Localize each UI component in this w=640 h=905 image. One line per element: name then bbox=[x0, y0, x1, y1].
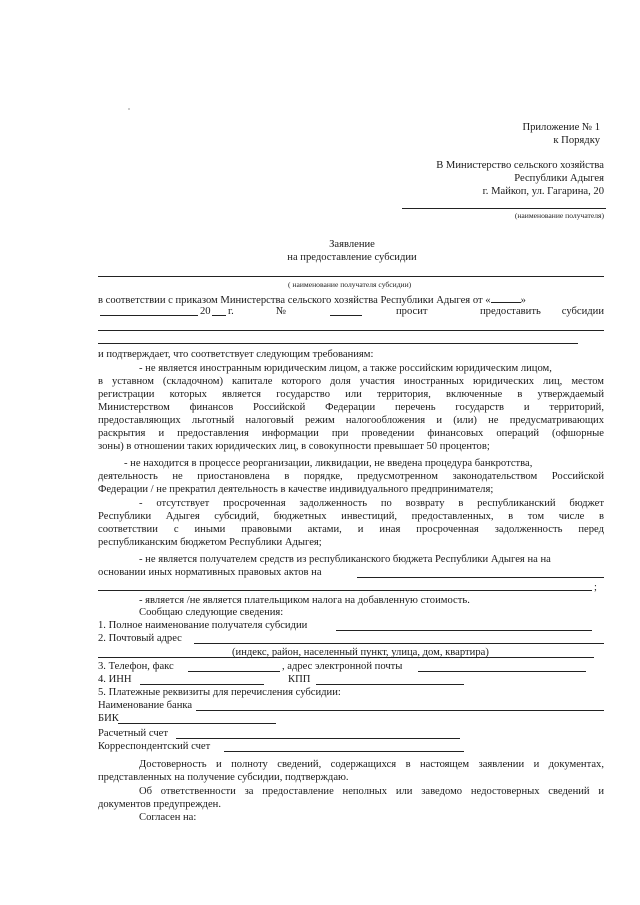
recipient-caption: (наименование получателя) bbox=[514, 211, 604, 220]
order-word-subsidy: субсидии bbox=[561, 306, 604, 317]
requirement-1-line-1: - не является иностранным юридическим лицом, а также российским юридическим лицом, bbox=[139, 363, 552, 374]
other-acts-line-2 bbox=[98, 590, 592, 591]
addressee-line-2: Республики Адыгея bbox=[514, 173, 604, 184]
kpp-line bbox=[316, 684, 464, 685]
liability-line-2: документов предупрежден. bbox=[98, 799, 221, 810]
inn-line bbox=[140, 684, 264, 685]
order-date-blank bbox=[100, 305, 198, 316]
addressee-line-3: г. Майкоп, ул. Гагарина, 20 bbox=[482, 186, 604, 197]
vat-status: - является /не является плательщиком налога на добавленную стоимость. bbox=[139, 595, 470, 606]
inform-heading: Сообщаю следующие сведения: bbox=[139, 607, 284, 618]
subsidy-purpose-line-1 bbox=[98, 330, 604, 331]
liability-line-1: Об ответственности за предоставление неполных или заведомо недостоверных сведений и bbox=[139, 786, 604, 797]
bank-line bbox=[196, 710, 604, 711]
subsidy-recipient-caption: ( наименование получателя субсидии) bbox=[288, 280, 412, 289]
other-acts-line bbox=[357, 577, 604, 578]
accuracy-line-2: представленных на получение субсидии, подтверждаю. bbox=[98, 772, 349, 783]
requirement-3-line-1: - отсутствует просроченная задолженность по возврату в республиканский бюджет bbox=[139, 498, 604, 509]
order-year-blank bbox=[212, 305, 226, 316]
scan-speck bbox=[128, 108, 130, 110]
postal-hint: (индекс, район, населенный пункт, улица, дом, квартира) bbox=[232, 647, 489, 658]
addressee-line-1: В Министерство сельского хозяйства bbox=[436, 160, 604, 171]
agreed-label: Согласен на: bbox=[139, 812, 197, 823]
subsidy-recipient-line bbox=[98, 276, 604, 277]
other-acts-semicolon: ; bbox=[594, 582, 597, 593]
full-name-line bbox=[336, 630, 592, 631]
appendix-line-2: к Порядку bbox=[553, 135, 600, 146]
bank-label: Наименование банка bbox=[98, 700, 193, 711]
postal-label: 2. Почтовый адрес bbox=[98, 633, 182, 644]
email-label: , адрес электронной почты bbox=[282, 661, 403, 672]
title-line-2: на предоставление субсидии bbox=[287, 252, 417, 263]
confirms-text: и подтверждает, что соответствует следующим требованиям: bbox=[98, 349, 374, 360]
order-number-sign: № bbox=[276, 306, 287, 317]
postal-line-2 bbox=[98, 657, 594, 658]
requirement-2-line-1: - не находится в процессе реорганизации, ликвидации, не введена процедура банкротства, bbox=[124, 458, 533, 469]
requirement-1-line-7: зоны) в отношении таких юридических лиц, в совокупности превышает 50 процентов; bbox=[98, 441, 490, 452]
requirement-3-line-3: соответствии с иными правовыми актами, и иная просроченная задолженность перед bbox=[98, 524, 604, 535]
requirement-1-line-6: раскрытия и предоставления информации при проведении финансовых операций (офшорные bbox=[98, 428, 604, 439]
order-day-blank bbox=[491, 292, 521, 303]
corr-account-label: Корреспондентский счет bbox=[98, 741, 211, 752]
inn-label: 4. ИНН bbox=[98, 674, 132, 685]
order-year-suffix: г. bbox=[228, 306, 234, 317]
full-name-label: 1. Полное наименование получателя субсидии bbox=[98, 620, 308, 631]
order-year-prefix: 20 bbox=[200, 306, 211, 317]
requirement-1-line-5: предоставляющих льготный налоговый режим налогообложения и (или) не предусматривающих bbox=[98, 415, 604, 426]
account-line bbox=[176, 738, 460, 739]
requirement-3-line-2: Республики Адыгея субсидий, бюджетных инвестиций, предоставленных, в том числе в bbox=[98, 511, 604, 522]
recipient-name-line bbox=[402, 208, 606, 209]
kpp-label: КПП bbox=[288, 674, 311, 685]
order-word-provide: предоставить bbox=[480, 306, 541, 317]
phone-label: 3. Телефон, факс bbox=[98, 661, 174, 672]
email-line bbox=[418, 671, 586, 672]
order-word-requests: просит bbox=[396, 306, 428, 317]
requirement-1-line-3: регистрации которых является государство или территория, включенные в утверждаемый bbox=[98, 389, 604, 400]
title-line-1: Заявление bbox=[329, 239, 375, 250]
requirement-2-line-3: Федерации / не прекратил деятельность в качестве индивидуального предпринимателя; bbox=[98, 484, 494, 495]
requirement-1-line-2: в уставном (складочном) капитале которого доля участия иностранных юридических лиц, местом bbox=[98, 376, 604, 387]
corr-account-line bbox=[224, 751, 464, 752]
requirement-4-line-2 bbox=[98, 566, 322, 579]
bik-label: БИК bbox=[98, 713, 119, 724]
requirement-2-line-2: деятельность не приостановлена в порядке, предусмотренном законодательством Российской bbox=[98, 471, 604, 482]
requirement-3-line-4: республиканским бюджетом Республики Адыгея; bbox=[98, 537, 322, 548]
accuracy-line-1: Достоверность и полноту сведений, содержащихся в настоящем заявлении и документах, bbox=[139, 759, 604, 770]
requirement-4-line-1: - не является получателем средств из республиканского бюджета Республики Адыгея на на bbox=[139, 554, 551, 565]
phone-line bbox=[188, 671, 280, 672]
order-number-line bbox=[98, 305, 604, 318]
account-label: Расчетный счет bbox=[98, 728, 168, 739]
requirement-4-line-2-text: основании иных нормативных правовых актов на bbox=[98, 567, 322, 578]
bik-line bbox=[118, 723, 276, 724]
order-number-blank bbox=[330, 305, 362, 316]
payment-heading: 5. Платежные реквизиты для перечисления субсидии: bbox=[98, 687, 341, 698]
requirement-1-line-4: Министерством финансов Российской Федерации перечень государств и территорий, bbox=[98, 402, 604, 413]
order-text-label: в соответствии с приказом Министерства сельского хозяйства Республики Адыгея от « bbox=[98, 295, 491, 306]
appendix-line-1: Приложение № 1 bbox=[522, 122, 600, 133]
order-close-quote: » bbox=[520, 295, 526, 306]
subsidy-purpose-line-2 bbox=[98, 343, 578, 344]
postal-line bbox=[194, 643, 604, 644]
